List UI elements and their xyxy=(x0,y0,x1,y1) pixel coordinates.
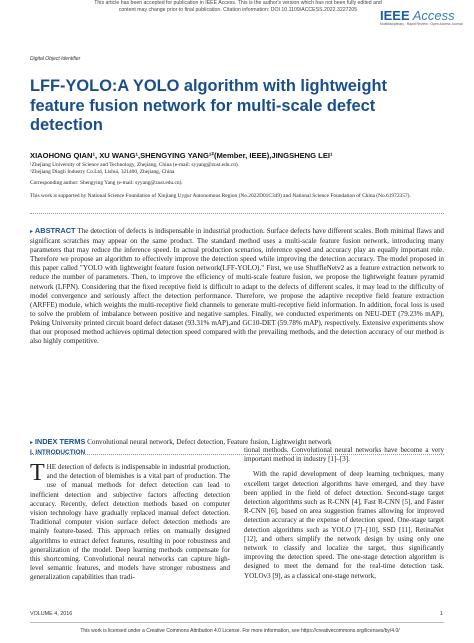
footer-divider xyxy=(30,622,444,623)
ieee-access-logo: IEEE Access Multidisciplinary : Rapid Review : Open Access Journal xyxy=(380,8,466,26)
affiliation-2: ²Zhejiang Dingli Industry Co.Ltd, Lishui, 321400, Zhejiang, China xyxy=(30,169,175,175)
page-number: 1 xyxy=(440,611,443,617)
volume-label: VOLUME 4, 2016 xyxy=(30,611,73,617)
funding-note: This work is supported by National Science Foundation of Xinjiang Uygur Autonomous Region (No.2022D01C349) and National Science Foundation of China (No.61972357). xyxy=(30,193,411,199)
index-terms-label: INDEX TERMS xyxy=(34,437,86,446)
publication-note: This article has been accepted for publication in IEEE Access. This is the author's version which has not been fully edited and content may change prior to final publication. Citation information: DOI 10.1109/ACCESS.2022.3227205 xyxy=(94,0,382,13)
triangle-bullet-icon: ▸ xyxy=(30,229,34,235)
corresponding-author: Corresponding author: Shengying Yang (e-mail: syyang@zust.edu.cn). xyxy=(30,180,183,186)
intro-paragraph-continued: tional methods. Convolutional neural networks have become a very important method in industry [1]–[3]. xyxy=(244,446,444,464)
affiliation-1: ¹Zhejiang University of Science and Technology, Zhejiang, China (e-mail: syyang@zust.edu.cn). xyxy=(30,162,240,168)
intro-paragraph-2: With the rapid development of deep learning techniques, many excellent target detection algorithms have emerged, and they have been applied in the field of defect detection. Second-stage target detection algorithms such as R-CNN [4], Fast R-CNN [5], and Faster R-CNN [6], based on area suggestion frames allowing for improved detection accuracy at the expense of detection speed. One-stage target detection algorithms such as YOLO [7]–[10], SSD [11], RetinaNet [12], and others simplify the network design by using only one network to classify and localize the target, thus significantly improving the detection speed. The one-stage detection algorithm is designed to meet the demand for the real-time detection task. YOLOv3 [9], as a classical one-stage network, xyxy=(244,470,444,580)
abstract-block xyxy=(30,226,444,346)
intro-column-2 xyxy=(244,446,444,581)
intro-column-1 xyxy=(30,460,230,583)
index-terms xyxy=(30,437,444,446)
index-terms-text: Convolutional neural network, Defect detection, Feature fusion, Lightweight network xyxy=(87,438,332,446)
abstract-label: ABSTRACT xyxy=(34,226,76,235)
triangle-bullet-icon: ▸ xyxy=(30,440,34,446)
section-divider xyxy=(30,213,444,214)
abstract-text: The detection of defects is indispensable in industrial production. Surface defects have different scales. Both minimal flaws and significant scratches may appear on the same product. The standard method uses a multi-scale feature fusion network, introducing many parameters that may reduce the inference speed. In actual production scenarios, inference speed and accuracy play an equally important role. Therefore we propose an algorithm to effectively improve the detection speed while improving the detection accuracy. The model proposed in this paper called "YOLO with lightweight feature fusion network(LFF-YOLO)." First, we use ShuffleNetv2 as a feature extraction network to reduce the number of parameters. Then, to improve the efficiency of multi-scale feature fusion, we propose the lightweight feature pyramid network (LFPN). Considering that the fixed receptive field is difficult to adapt to the defects of different scales, it may lead to the difficulty of model convergence and seriously affect the detection performance. Therefore, we propose the adaptive receptive field feature extraction (ARFFE) module, which weights the multi-receptive field channels to generate multi-receptive field information. In addition, focal loss is used to solve the problem of imbalance between positive and negative samples. Finally, we conducted experiments on NEU-DET (79.23% mAP), Peking University printed circuit board defect dataset (93.31% mAP),and GC10-DET (59.78% mAP), respectively. Extensive experiments show that our proposed method achieves optimal detection speed compared with the prevailing methods, and the detection accuracy of our method is also highly competitive. xyxy=(30,227,444,346)
paper-title: LFF-YOLO:A YOLO algorithm with lightweight feature fusion network for multi-scale defect detection xyxy=(30,77,387,134)
section-heading: I. INTRODUCTION xyxy=(30,449,86,456)
doi-label: Digital Object Identifier xyxy=(30,56,81,62)
author-list: XIAOHONG QIAN¹, XU WANG¹,SHENGYING YANG¹²(Member, IEEE),JINGSHENG LEI¹ xyxy=(30,151,333,160)
license-note: This work is licensed under a Creative Commons Attribution 4.0 License. For more information, see https://creativecommons.org/licenses/by/4.0/ xyxy=(80,628,400,634)
logo-tagline: Multidisciplinary : Rapid Review : Open Access Journal xyxy=(380,22,463,26)
intro-paragraph-1: HE detection of defects is indispensable in industrial production, and the detection of blemishes is a vital part of production. The use of manual methods for defect detection can lead to inefficient detection and subjective factors affecting detection accuracy. Recently, defect detection methods based on computer vision technology have gradually replaced manual defect detection. Traditional computer vision surface defect detection methods are mainly feature-based. This approach relies on manually designed algorithms to extract defect features, resulting in poor robustness and generalization of the model. Deep learning methods compensate for this shortcoming. Convolutional neural networks can capture high-level semantic features, and models have stronger robustness and generalization capabilities than tradi- xyxy=(30,463,230,582)
drop-cap: T xyxy=(30,460,45,486)
